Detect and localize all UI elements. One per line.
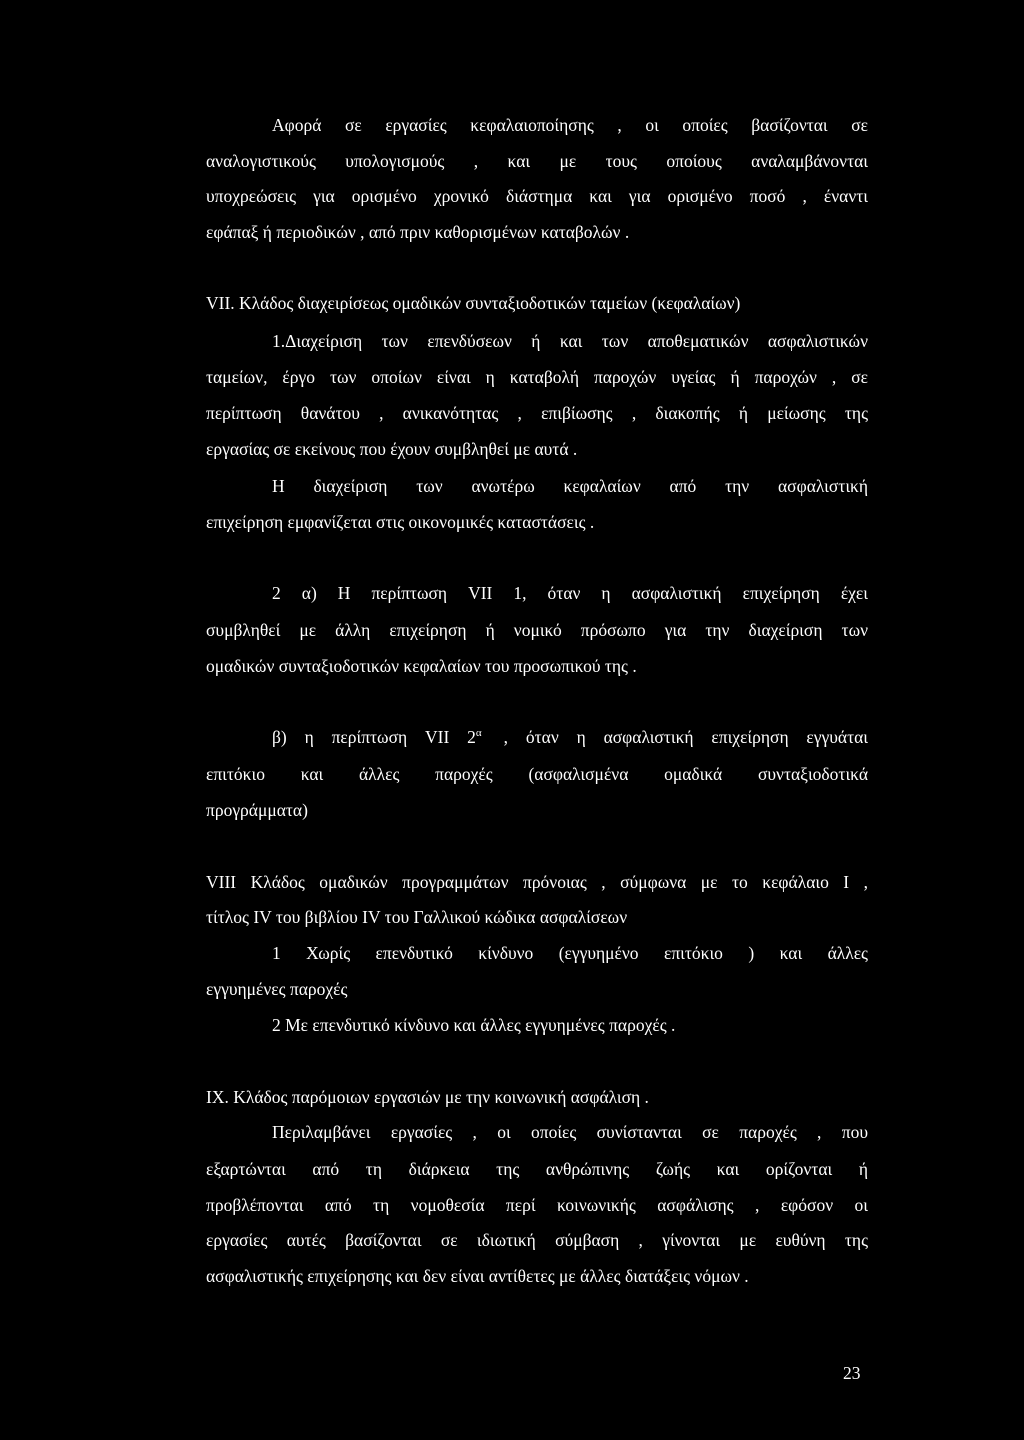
superscript: α — [475, 727, 482, 739]
section-heading: VIII Κλάδος ομαδικών προγραμμάτων πρόνοιας , σύμφωνα με το κεφάλαιο Ι , — [206, 872, 868, 892]
text-line: 2 α) Η περίπτωση VII 1, όταν η ασφαλιστική επιχείρηση έχει — [272, 583, 868, 603]
text-line: Η διαχείριση των ανωτέρω κεφαλαίων από την ασφαλιστική — [272, 476, 868, 496]
text-line: προγράμματα) — [206, 800, 308, 820]
text-line: υποχρεώσεις για ορισμένο χρονικό διάστημα και για ορισμένο ποσό , έναντι — [206, 186, 868, 206]
text-line: 2 Με επενδυτικό κίνδυνο και άλλες εγγυημένες παροχές . — [272, 1015, 676, 1035]
text-line: επιτόκιο και άλλες παροχές (ασφαλισμένα ομαδικά συνταξιοδοτικά — [206, 764, 868, 784]
text-line: επιχείρηση εμφανίζεται στις οικονομικές καταστάσεις . — [206, 512, 595, 532]
text-segment: , όταν η ασφαλιστική επιχείρηση εγγυάται — [503, 727, 868, 747]
text-line: ομαδικών συνταξιοδοτικών κεφαλαίων του προσωπικού της . — [206, 656, 637, 676]
text-line: ασφαλιστικής επιχείρησης και δεν είναι αντίθετες με άλλες διατάξεις νόμων . — [206, 1266, 749, 1286]
text-line: προβλέπονται από τη νομοθεσία περί κοινωνικής ασφάλισης , εφόσον οι — [206, 1195, 868, 1215]
text-line: εργασίας σε εκείνους που έχουν συμβληθεί με αυτά . — [206, 439, 578, 459]
text-line: 1 Χωρίς επενδυτικό κίνδυνο (εγγυημένο επιτόκιο ) και άλλες — [272, 943, 868, 963]
text-line: εργασίες αυτές βασίζονται σε ιδιωτική σύμβαση , γίνονται με ευθύνη της — [206, 1230, 868, 1250]
text-line: εφάπαξ ή περιοδικών , από πριν καθορισμένων καταβολών . — [206, 222, 630, 242]
text-line: τίτλος IV του βιβλίου IV του Γαλλικού κώδικα ασφαλίσεων — [206, 907, 628, 927]
text-line: εγγυημένες παροχές — [206, 979, 348, 999]
section-heading: IX. Κλάδος παρόμοιων εργασιών με την κοινωνική ασφάλιση . — [206, 1087, 649, 1107]
text-line: Αφορά σε εργασίες κεφαλαιοποίησης , οι οποίες βασίζονται σε — [272, 115, 868, 135]
text-segment: β) η περίπτωση VII 2 — [272, 727, 476, 747]
section-heading: VII. Κλάδος διαχειρίσεως ομαδικών συνταξιοδοτικών ταμείων (κεφαλαίων) — [206, 293, 741, 313]
text-line: Περιλαμβάνει εργασίες , οι οποίες συνίστανται σε παροχές , που — [272, 1122, 868, 1142]
text-line: περίπτωση θανάτου , ανικανότητας , επιβίωσης , διακοπής ή μείωσης της — [206, 403, 868, 423]
text-line: ταμείων, έργο των οποίων είναι η καταβολή παροχών υγείας ή παροχών , σε — [206, 367, 868, 387]
text-line: 1.Διαχείριση των επενδύσεων ή και των αποθεματικών ασφαλιστικών — [272, 331, 868, 351]
text-line: αναλογιστικούς υπολογισμούς , και με τους οποίους αναλαμβάνονται — [206, 151, 868, 171]
text-line: εξαρτώνται από τη διάρκεια της ανθρώπινης ζωής και ορίζονται ή — [206, 1159, 868, 1179]
text-line-with-superscript — [272, 726, 868, 748]
page-number: 23 — [843, 1363, 861, 1383]
text-line: συμβληθεί με άλλη επιχείρηση ή νομικό πρόσωπο για την διαχείριση των — [206, 620, 868, 640]
